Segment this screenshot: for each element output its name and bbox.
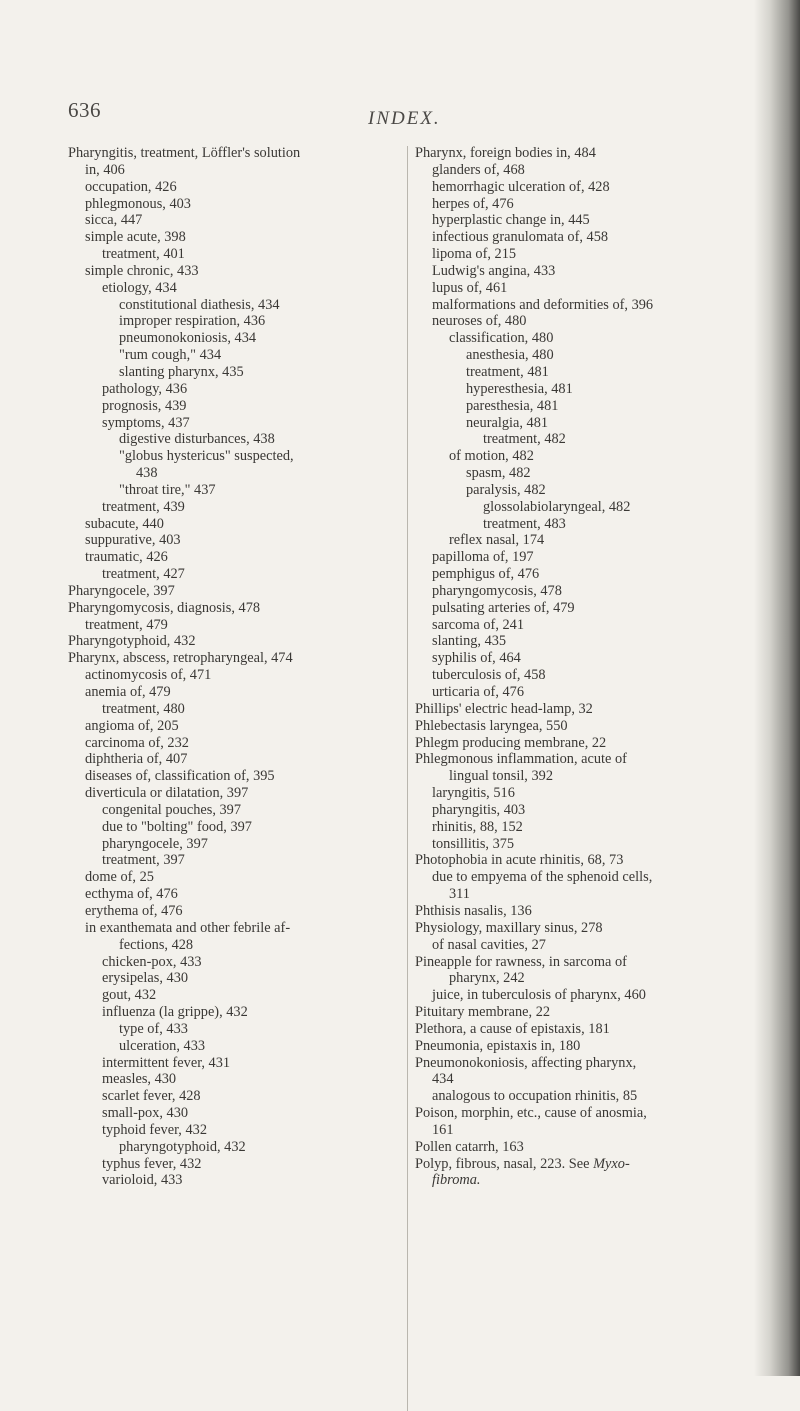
index-entry bbox=[415, 1139, 760, 1156]
index-entry-text: of motion, 482 bbox=[449, 448, 534, 465]
page-edge-shadow bbox=[754, 0, 800, 1376]
index-entry-text: prognosis, 439 bbox=[102, 397, 187, 414]
index-entry-text: anesthesia, 480 bbox=[466, 347, 554, 364]
index-entry bbox=[415, 701, 760, 718]
index-entry-text: treatment, 427 bbox=[102, 566, 185, 583]
index-entry bbox=[68, 633, 404, 650]
index-entry bbox=[415, 1038, 760, 1055]
index-entry bbox=[68, 701, 404, 718]
index-entry-text: traumatic, 426 bbox=[85, 549, 168, 566]
index-entry-text: treatment, 397 bbox=[102, 852, 185, 869]
index-entry bbox=[68, 785, 404, 802]
index-entry-text: anemia of, 479 bbox=[85, 684, 171, 700]
index-entry-text: due to "bolting" food, 397 bbox=[102, 818, 252, 835]
index-entry-text: digestive disturbances, 438 bbox=[119, 431, 275, 448]
index-entry-text: Pneumonokoniosis, affecting pharynx, bbox=[415, 1054, 637, 1071]
index-entry-text: ulceration, 433 bbox=[119, 1037, 206, 1054]
index-entry bbox=[415, 1105, 760, 1122]
index-entry-text: infectious granulomata of, 458 bbox=[432, 229, 609, 246]
running-head: INDEX. bbox=[368, 108, 441, 129]
index-entry-text: due to empyema of the sphenoid cells, bbox=[432, 869, 653, 886]
index-entry-text: pharyngitis, 403 bbox=[432, 801, 526, 818]
index-entry-text: reflex nasal, 174 bbox=[449, 532, 545, 549]
index-entry-text: pneumonokoniosis, 434 bbox=[119, 330, 257, 347]
index-entry-text: dome of, 25 bbox=[85, 869, 154, 886]
index-entry bbox=[68, 718, 404, 735]
index-entry bbox=[68, 330, 404, 347]
index-entry-italic: fibroma. bbox=[432, 1172, 481, 1189]
index-entry-text: treatment, 481 bbox=[466, 363, 549, 380]
index-entry bbox=[415, 852, 760, 869]
index-entry-text: 161 bbox=[432, 1121, 454, 1138]
index-entry-text: Phillips' electric head-lamp, 32 bbox=[415, 700, 593, 717]
index-entry-text: type of, 433 bbox=[119, 1020, 188, 1037]
index-entry-text: treatment, 480 bbox=[102, 700, 185, 717]
index-entry-text: influenza (la grippe), 432 bbox=[102, 1004, 248, 1021]
index-entry bbox=[68, 398, 404, 415]
index-column-left bbox=[68, 145, 404, 1189]
index-entry-text: typhus fever, 432 bbox=[102, 1155, 202, 1172]
index-entry-text: Phthisis nasalis, 136 bbox=[415, 902, 532, 919]
index-entry bbox=[415, 381, 760, 398]
index-entry bbox=[68, 852, 404, 869]
index-entry-text: sarcoma of, 241 bbox=[432, 616, 525, 633]
index-entry-text: diverticula or dilatation, 397 bbox=[85, 785, 249, 802]
index-entry bbox=[68, 920, 404, 937]
index-entry bbox=[68, 212, 404, 229]
index-entry bbox=[415, 819, 760, 836]
index-entry bbox=[68, 1004, 404, 1021]
index-entry bbox=[415, 954, 760, 971]
index-entry bbox=[415, 246, 760, 263]
index-entry bbox=[415, 280, 760, 297]
index-entry bbox=[415, 145, 760, 162]
index-entry-text: tuberculosis of, 458 bbox=[432, 667, 546, 684]
index-entry-text: typhoid fever, 432 bbox=[102, 1121, 207, 1138]
index-entry bbox=[415, 229, 760, 246]
index-entry-text: treatment, 439 bbox=[102, 498, 185, 515]
index-entry-text: symptoms, 437 bbox=[102, 414, 190, 431]
index-entry bbox=[415, 448, 760, 465]
index-entry bbox=[68, 431, 404, 448]
index-entry-text: occupation, 426 bbox=[85, 178, 177, 195]
index-entry-text: pharyngocele, 397 bbox=[102, 835, 208, 852]
index-entry-text: Pharyngitis, treatment, Löffler's solution bbox=[68, 145, 301, 161]
index-entry bbox=[68, 1122, 404, 1139]
index-entry bbox=[415, 836, 760, 853]
index-entry-text: small-pox, 430 bbox=[102, 1105, 189, 1122]
index-entry-text: papilloma of, 197 bbox=[432, 549, 534, 566]
index-entry-text: Pituitary membrane, 22 bbox=[415, 1004, 551, 1021]
index-entry-text: congenital pouches, 397 bbox=[102, 801, 242, 818]
index-entry-text: paresthesia, 481 bbox=[466, 397, 559, 414]
index-entry-text: juice, in tuberculosis of pharynx, 460 bbox=[432, 987, 646, 1004]
index-entry bbox=[68, 246, 404, 263]
index-entry-text: glossolabiolaryngeal, 482 bbox=[483, 498, 631, 515]
index-entry-text: fections, 428 bbox=[119, 936, 194, 953]
index-entry bbox=[68, 229, 404, 246]
index-entry-text: carcinoma of, 232 bbox=[85, 734, 189, 751]
index-entry bbox=[68, 415, 404, 432]
index-entry-text: angioma of, 205 bbox=[85, 717, 179, 734]
index-entry bbox=[68, 364, 404, 381]
index-entry bbox=[415, 751, 760, 768]
index-entry-text: "rum cough," 434 bbox=[119, 347, 222, 364]
index-entry-text: Photophobia in acute rhinitis, 68, 73 bbox=[415, 852, 624, 869]
index-entry bbox=[415, 482, 760, 499]
page-number: 636 bbox=[68, 98, 101, 122]
index-entry-text: spasm, 482 bbox=[466, 465, 531, 482]
index-entry bbox=[415, 263, 760, 280]
index-entry bbox=[415, 768, 760, 785]
index-entry-text: Pharyngomycosis, diagnosis, 478 bbox=[68, 599, 261, 616]
index-entry-text: 438 bbox=[136, 465, 158, 482]
index-entry-text: lupus of, 461 bbox=[432, 279, 508, 296]
index-entry-text: gout, 432 bbox=[102, 987, 157, 1004]
index-entry bbox=[68, 1156, 404, 1173]
index-entry bbox=[415, 1021, 760, 1038]
index-entry bbox=[68, 583, 404, 600]
index-entry bbox=[68, 617, 404, 634]
index-entry bbox=[68, 802, 404, 819]
index-entry bbox=[415, 431, 760, 448]
index-entry-text: Ludwig's angina, 433 bbox=[432, 262, 556, 279]
index-entry-text: treatment, 482 bbox=[483, 431, 566, 448]
index-entry bbox=[415, 162, 760, 179]
index-entry-text: pemphigus of, 476 bbox=[432, 566, 540, 583]
index-entry bbox=[68, 684, 404, 701]
index-entry bbox=[415, 903, 760, 920]
index-entry-text: actinomycosis of, 471 bbox=[85, 667, 212, 684]
index-entry bbox=[68, 1139, 404, 1156]
index-entry bbox=[68, 482, 404, 499]
index-entry-text: pharyngomycosis, 478 bbox=[432, 582, 562, 599]
index-entry bbox=[415, 1088, 760, 1105]
index-entry-text: herpes of, 476 bbox=[432, 195, 514, 212]
index-entry bbox=[68, 751, 404, 768]
index-entry-text: hyperesthesia, 481 bbox=[466, 380, 573, 397]
index-entry-text: scarlet fever, 428 bbox=[102, 1088, 201, 1105]
index-entry-text: varioloid, 433 bbox=[102, 1172, 183, 1189]
index-entry-text: laryngitis, 516 bbox=[432, 785, 515, 802]
index-entry bbox=[68, 263, 404, 280]
index-entry bbox=[415, 516, 760, 533]
index-entry bbox=[415, 802, 760, 819]
index-entry bbox=[68, 162, 404, 179]
index-entry-text: 434 bbox=[432, 1071, 454, 1088]
index-entry bbox=[415, 398, 760, 415]
index-entry-text: in exanthemata and other febrile af- bbox=[85, 919, 291, 936]
index-entry bbox=[68, 347, 404, 364]
index-entry-text: erysipelas, 430 bbox=[102, 970, 189, 987]
index-entry bbox=[68, 600, 404, 617]
index-entry-text: etiology, 434 bbox=[102, 279, 177, 296]
index-entry bbox=[415, 499, 760, 516]
index-entry bbox=[415, 297, 760, 314]
index-entry-text: Pharyngocele, 397 bbox=[68, 582, 175, 599]
index-entry-text: pharynx, 242 bbox=[449, 970, 525, 987]
index-entry bbox=[415, 549, 760, 566]
index-entry bbox=[68, 768, 404, 785]
index-entry bbox=[68, 448, 404, 465]
index-entry bbox=[415, 937, 760, 954]
index-entry bbox=[68, 819, 404, 836]
index-entry bbox=[415, 684, 760, 701]
index-entry-text: Phlegm producing membrane, 22 bbox=[415, 734, 607, 751]
index-entry-text: pathology, 436 bbox=[102, 380, 188, 397]
index-entry-text: slanting, 435 bbox=[432, 633, 507, 650]
index-entry-text: pulsating arteries of, 479 bbox=[432, 599, 575, 616]
index-entry-italic: Myxo- bbox=[593, 1155, 630, 1172]
index-entry-text: measles, 430 bbox=[102, 1071, 177, 1088]
index-entry bbox=[68, 1105, 404, 1122]
index-entry-text: Pharyngotyphoid, 432 bbox=[68, 633, 196, 650]
index-entry bbox=[68, 196, 404, 213]
index-entry-text: diphtheria of, 407 bbox=[85, 751, 188, 768]
index-entry-text: Pineapple for rawness, in sarcoma of bbox=[415, 953, 627, 970]
index-entry bbox=[415, 196, 760, 213]
index-entry-text: treatment, 401 bbox=[102, 246, 185, 263]
index-entry bbox=[68, 381, 404, 398]
index-entry bbox=[415, 600, 760, 617]
index-entry-text: treatment, 479 bbox=[85, 616, 168, 633]
index-entry-text: Phlegmonous inflammation, acute of bbox=[415, 751, 627, 768]
index-entry bbox=[68, 516, 404, 533]
index-entry bbox=[415, 1004, 760, 1021]
index-entry bbox=[68, 650, 404, 667]
index-entry-text: neuroses of, 480 bbox=[432, 313, 527, 330]
index-entry bbox=[415, 212, 760, 229]
index-entry-text: chicken-pox, 433 bbox=[102, 953, 202, 970]
index-entry bbox=[68, 836, 404, 853]
index-entry bbox=[415, 920, 760, 937]
index-entry-text: Phlebectasis laryngea, 550 bbox=[415, 717, 568, 734]
index-entry-text: Poison, morphin, etc., cause of anosmia, bbox=[415, 1105, 647, 1122]
index-entry-text: lipoma of, 215 bbox=[432, 246, 517, 263]
index-entry-text: 311 bbox=[449, 886, 470, 903]
index-entry bbox=[415, 1156, 760, 1173]
index-entry-text: improper respiration, 436 bbox=[119, 313, 266, 330]
index-entry bbox=[415, 347, 760, 364]
index-entry bbox=[68, 1038, 404, 1055]
index-entry bbox=[68, 903, 404, 920]
index-entry bbox=[415, 1122, 760, 1139]
index-entry bbox=[68, 735, 404, 752]
index-entry bbox=[415, 617, 760, 634]
index-entry bbox=[68, 1172, 404, 1189]
index-entry bbox=[68, 532, 404, 549]
index-column-right bbox=[415, 145, 760, 1189]
index-entry bbox=[68, 179, 404, 196]
index-entry bbox=[415, 313, 760, 330]
index-entry bbox=[68, 280, 404, 297]
index-entry-text: Polyp, fibrous, nasal, 223. See bbox=[415, 1155, 594, 1172]
index-entry-text: erythema of, 476 bbox=[85, 902, 183, 919]
index-entry bbox=[68, 970, 404, 987]
index-entry-text: hemorrhagic ulceration of, 428 bbox=[432, 178, 610, 195]
index-entry bbox=[415, 886, 760, 903]
column-divider bbox=[407, 146, 408, 1411]
index-entry-text: intermittent fever, 431 bbox=[102, 1054, 231, 1071]
index-entry bbox=[415, 869, 760, 886]
index-entry-text: Pharynx, abscess, retropharyngeal, 474 bbox=[68, 650, 293, 667]
index-entry-text: analogous to occupation rhinitis, 85 bbox=[432, 1088, 638, 1105]
index-entry-text: glanders of, 468 bbox=[432, 161, 525, 178]
index-entry bbox=[68, 937, 404, 954]
index-entry bbox=[415, 1055, 760, 1072]
index-entry bbox=[415, 633, 760, 650]
index-entry-text: sicca, 447 bbox=[85, 212, 143, 229]
index-entry-text: suppurative, 403 bbox=[85, 532, 181, 549]
index-entry bbox=[415, 1071, 760, 1088]
index-entry-text: slanting pharynx, 435 bbox=[119, 363, 244, 380]
index-entry bbox=[415, 970, 760, 987]
index-entry-text: phlegmonous, 403 bbox=[85, 195, 191, 212]
index-entry bbox=[68, 954, 404, 971]
index-entry bbox=[68, 499, 404, 516]
index-entry-text: Plethora, a cause of epistaxis, 181 bbox=[415, 1020, 610, 1037]
index-entry bbox=[68, 886, 404, 903]
index-entry bbox=[68, 1055, 404, 1072]
index-entry bbox=[68, 465, 404, 482]
index-entry-text: "globus hystericus" suspected, bbox=[119, 448, 294, 465]
index-entry bbox=[415, 465, 760, 482]
index-entry-text: Pharynx, foreign bodies in, 484 bbox=[415, 145, 596, 161]
index-entry-text: subacute, 440 bbox=[85, 515, 164, 532]
index-entry-text: pharyngotyphoid, 432 bbox=[119, 1138, 246, 1155]
index-entry bbox=[415, 566, 760, 583]
index-entry bbox=[415, 330, 760, 347]
index-entry bbox=[415, 718, 760, 735]
index-entry-text: lingual tonsil, 392 bbox=[449, 768, 553, 785]
index-entry bbox=[68, 667, 404, 684]
index-entry-text: treatment, 483 bbox=[483, 515, 566, 532]
index-entry-text: rhinitis, 88, 152 bbox=[432, 818, 523, 835]
index-entry bbox=[415, 364, 760, 381]
index-entry bbox=[68, 145, 404, 162]
index-entry bbox=[415, 667, 760, 684]
index-entry bbox=[68, 313, 404, 330]
index-entry bbox=[415, 1172, 760, 1189]
index-entry bbox=[68, 566, 404, 583]
index-entry-text: syphilis of, 464 bbox=[432, 650, 521, 667]
index-entry-text: of nasal cavities, 27 bbox=[432, 936, 546, 953]
index-entry-text: neuralgia, 481 bbox=[466, 414, 549, 431]
index-entry-text: Pneumonia, epistaxis in, 180 bbox=[415, 1037, 581, 1054]
index-entry bbox=[68, 869, 404, 886]
index-entry bbox=[68, 297, 404, 314]
index-entry-text: ecthyma of, 476 bbox=[85, 886, 178, 903]
index-entry-text: classification, 480 bbox=[449, 330, 554, 347]
index-entry bbox=[415, 650, 760, 667]
index-entry-text: simple chronic, 433 bbox=[85, 262, 199, 279]
index-entry bbox=[415, 179, 760, 196]
index-entry-text: malformations and deformities of, 396 bbox=[432, 296, 654, 313]
index-entry bbox=[415, 415, 760, 432]
index-entry bbox=[415, 987, 760, 1004]
index-entry bbox=[68, 987, 404, 1004]
index-entry bbox=[415, 583, 760, 600]
index-entry-text: simple acute, 398 bbox=[85, 229, 186, 246]
index-entry-text: in, 406 bbox=[85, 161, 125, 178]
index-entry-text: constitutional diathesis, 434 bbox=[119, 296, 280, 313]
index-entry-text: hyperplastic change in, 445 bbox=[432, 212, 590, 229]
index-entry-text: "throat tire," 437 bbox=[119, 481, 216, 498]
index-entry bbox=[415, 785, 760, 802]
index-entry bbox=[415, 735, 760, 752]
index-entry-text: tonsillitis, 375 bbox=[432, 835, 515, 852]
index-entry bbox=[68, 1088, 404, 1105]
index-entry-text: Pollen catarrh, 163 bbox=[415, 1138, 524, 1155]
index-entry-text: Physiology, maxillary sinus, 278 bbox=[415, 919, 603, 936]
index-entry bbox=[415, 532, 760, 549]
index-entry bbox=[68, 1021, 404, 1038]
index-entry-text: diseases of, classification of, 395 bbox=[85, 768, 275, 785]
index-entry bbox=[68, 549, 404, 566]
index-entry-text: paralysis, 482 bbox=[466, 481, 546, 498]
index-entry-text: urticaria of, 476 bbox=[432, 684, 525, 700]
index-entry bbox=[68, 1071, 404, 1088]
